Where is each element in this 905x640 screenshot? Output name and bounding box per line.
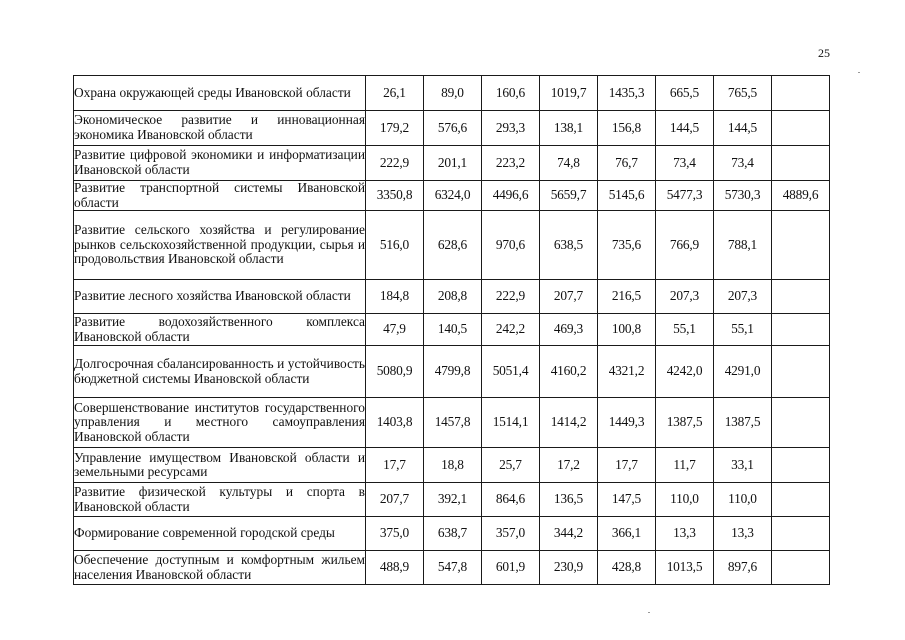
program-name: Развитие физической культуры и спорта в Ивановской области: [74, 483, 366, 517]
value-cell: [772, 517, 830, 551]
value-cell: 100,8: [598, 314, 656, 346]
value-cell: 17,2: [540, 448, 598, 483]
program-name: Долгосрочная сбалансированность и устойчивость бюджетной системы Ивановской области: [74, 346, 366, 398]
value-cell: [772, 483, 830, 517]
value-cell: [772, 346, 830, 398]
value-cell: 26,1: [366, 76, 424, 111]
value-cell: 357,0: [482, 517, 540, 551]
value-cell: 293,3: [482, 111, 540, 146]
value-cell: 55,1: [656, 314, 714, 346]
value-cell: 47,9: [366, 314, 424, 346]
value-cell: [772, 448, 830, 483]
value-cell: 230,9: [540, 551, 598, 585]
value-cell: [772, 76, 830, 111]
table-row: [74, 517, 830, 551]
program-name: Обеспечение доступным и комфортным жильем населения Ивановской области: [74, 551, 366, 585]
value-cell: 1435,3: [598, 76, 656, 111]
value-cell: 1457,8: [424, 398, 482, 448]
value-cell: 765,5: [714, 76, 772, 111]
value-cell: 17,7: [598, 448, 656, 483]
value-cell: [772, 398, 830, 448]
value-cell: 1514,1: [482, 398, 540, 448]
value-cell: 73,4: [656, 146, 714, 181]
value-cell: 207,3: [656, 280, 714, 314]
value-cell: 4799,8: [424, 346, 482, 398]
value-cell: 665,5: [656, 76, 714, 111]
value-cell: 222,9: [366, 146, 424, 181]
value-cell: 5659,7: [540, 181, 598, 211]
value-cell: 638,7: [424, 517, 482, 551]
value-cell: 184,8: [366, 280, 424, 314]
value-cell: 201,1: [424, 146, 482, 181]
table-row: [74, 76, 830, 111]
page-number: 25: [818, 46, 830, 60]
value-cell: 110,0: [656, 483, 714, 517]
value-cell: 344,2: [540, 517, 598, 551]
value-cell: 13,3: [656, 517, 714, 551]
value-cell: 628,6: [424, 211, 482, 280]
table-row: [74, 551, 830, 585]
program-name: Формирование современной городской среды: [74, 517, 366, 551]
value-cell: 1403,8: [366, 398, 424, 448]
value-cell: 1387,5: [714, 398, 772, 448]
table-row: [74, 111, 830, 146]
value-cell: 207,7: [540, 280, 598, 314]
value-cell: 216,5: [598, 280, 656, 314]
value-cell: 547,8: [424, 551, 482, 585]
table-row: [74, 483, 830, 517]
value-cell: 4496,6: [482, 181, 540, 211]
value-cell: 5477,3: [656, 181, 714, 211]
table-row: [74, 346, 830, 398]
program-name: Совершенствование институтов государственного управления и местного самоуправления Ивановской области: [74, 398, 366, 448]
value-cell: 222,9: [482, 280, 540, 314]
value-cell: 55,1: [714, 314, 772, 346]
table-row: [74, 211, 830, 280]
value-cell: 18,8: [424, 448, 482, 483]
program-name: Управление имуществом Ивановской области и земельными ресурсами: [74, 448, 366, 483]
value-cell: 864,6: [482, 483, 540, 517]
program-name: Охрана окружающей среды Ивановской области: [74, 76, 366, 111]
value-cell: 1013,5: [656, 551, 714, 585]
value-cell: 17,7: [366, 448, 424, 483]
value-cell: [772, 111, 830, 146]
value-cell: 4242,0: [656, 346, 714, 398]
table-row: [74, 146, 830, 181]
value-cell: 11,7: [656, 448, 714, 483]
value-cell: 4889,6: [772, 181, 830, 211]
value-cell: 516,0: [366, 211, 424, 280]
value-cell: 160,6: [482, 76, 540, 111]
budget-table: [73, 75, 830, 585]
value-cell: 788,1: [714, 211, 772, 280]
table-row: [74, 398, 830, 448]
value-cell: [772, 551, 830, 585]
value-cell: 1449,3: [598, 398, 656, 448]
value-cell: 138,1: [540, 111, 598, 146]
value-cell: 6324,0: [424, 181, 482, 211]
table-row: [74, 280, 830, 314]
value-cell: 897,6: [714, 551, 772, 585]
value-cell: 208,8: [424, 280, 482, 314]
value-cell: 89,0: [424, 76, 482, 111]
value-cell: 1387,5: [656, 398, 714, 448]
program-name: Экономическое развитие и инновационная экономика Ивановской области: [74, 111, 366, 146]
value-cell: 33,1: [714, 448, 772, 483]
value-cell: 4291,0: [714, 346, 772, 398]
value-cell: 1414,2: [540, 398, 598, 448]
value-cell: 638,5: [540, 211, 598, 280]
value-cell: 144,5: [656, 111, 714, 146]
value-cell: 576,6: [424, 111, 482, 146]
value-cell: [772, 146, 830, 181]
table-row: [74, 448, 830, 483]
value-cell: 766,9: [656, 211, 714, 280]
program-name: Развитие транспортной системы Ивановской области: [74, 180, 365, 210]
program-name: Развитие водохозяйственного комплекса Ивановской области: [74, 314, 365, 344]
value-cell: 144,5: [714, 111, 772, 146]
value-cell: 601,9: [482, 551, 540, 585]
value-cell: 223,2: [482, 146, 540, 181]
program-name: Развитие сельского хозяйства и регулирование рынков сельскохозяйственной продукции, сырья и продовольствия Ивановской области: [74, 211, 366, 280]
value-cell: [772, 314, 830, 346]
value-cell: 392,1: [424, 483, 482, 517]
value-cell: 25,7: [482, 448, 540, 483]
value-cell: 147,5: [598, 483, 656, 517]
value-cell: 735,6: [598, 211, 656, 280]
value-cell: [772, 280, 830, 314]
value-cell: 136,5: [540, 483, 598, 517]
scan-speck: [648, 612, 650, 613]
program-name: Развитие лесного хозяйства Ивановской области: [74, 280, 366, 314]
value-cell: 488,9: [366, 551, 424, 585]
scan-speck: [858, 72, 860, 73]
value-cell: 4160,2: [540, 346, 598, 398]
value-cell: 207,3: [714, 280, 772, 314]
value-cell: 13,3: [714, 517, 772, 551]
value-cell: 5080,9: [366, 346, 424, 398]
value-cell: 76,7: [598, 146, 656, 181]
value-cell: 366,1: [598, 517, 656, 551]
value-cell: 428,8: [598, 551, 656, 585]
value-cell: 140,5: [424, 314, 482, 346]
value-cell: 3350,8: [366, 181, 424, 211]
value-cell: [772, 211, 830, 280]
value-cell: 179,2: [366, 111, 424, 146]
value-cell: 73,4: [714, 146, 772, 181]
value-cell: 5730,3: [714, 181, 772, 211]
value-cell: 1019,7: [540, 76, 598, 111]
value-cell: 110,0: [714, 483, 772, 517]
value-cell: 4321,2: [598, 346, 656, 398]
value-cell: 5051,4: [482, 346, 540, 398]
value-cell: 74,8: [540, 146, 598, 181]
value-cell: 469,3: [540, 314, 598, 346]
value-cell: 970,6: [482, 211, 540, 280]
value-cell: 5145,6: [598, 181, 656, 211]
value-cell: 242,2: [482, 314, 540, 346]
value-cell: 207,7: [366, 483, 424, 517]
program-name: Развитие цифровой экономики и информатизации Ивановской области: [74, 146, 366, 181]
table-row: [74, 181, 830, 211]
value-cell: 156,8: [598, 111, 656, 146]
table-row: [74, 314, 830, 346]
value-cell: 375,0: [366, 517, 424, 551]
